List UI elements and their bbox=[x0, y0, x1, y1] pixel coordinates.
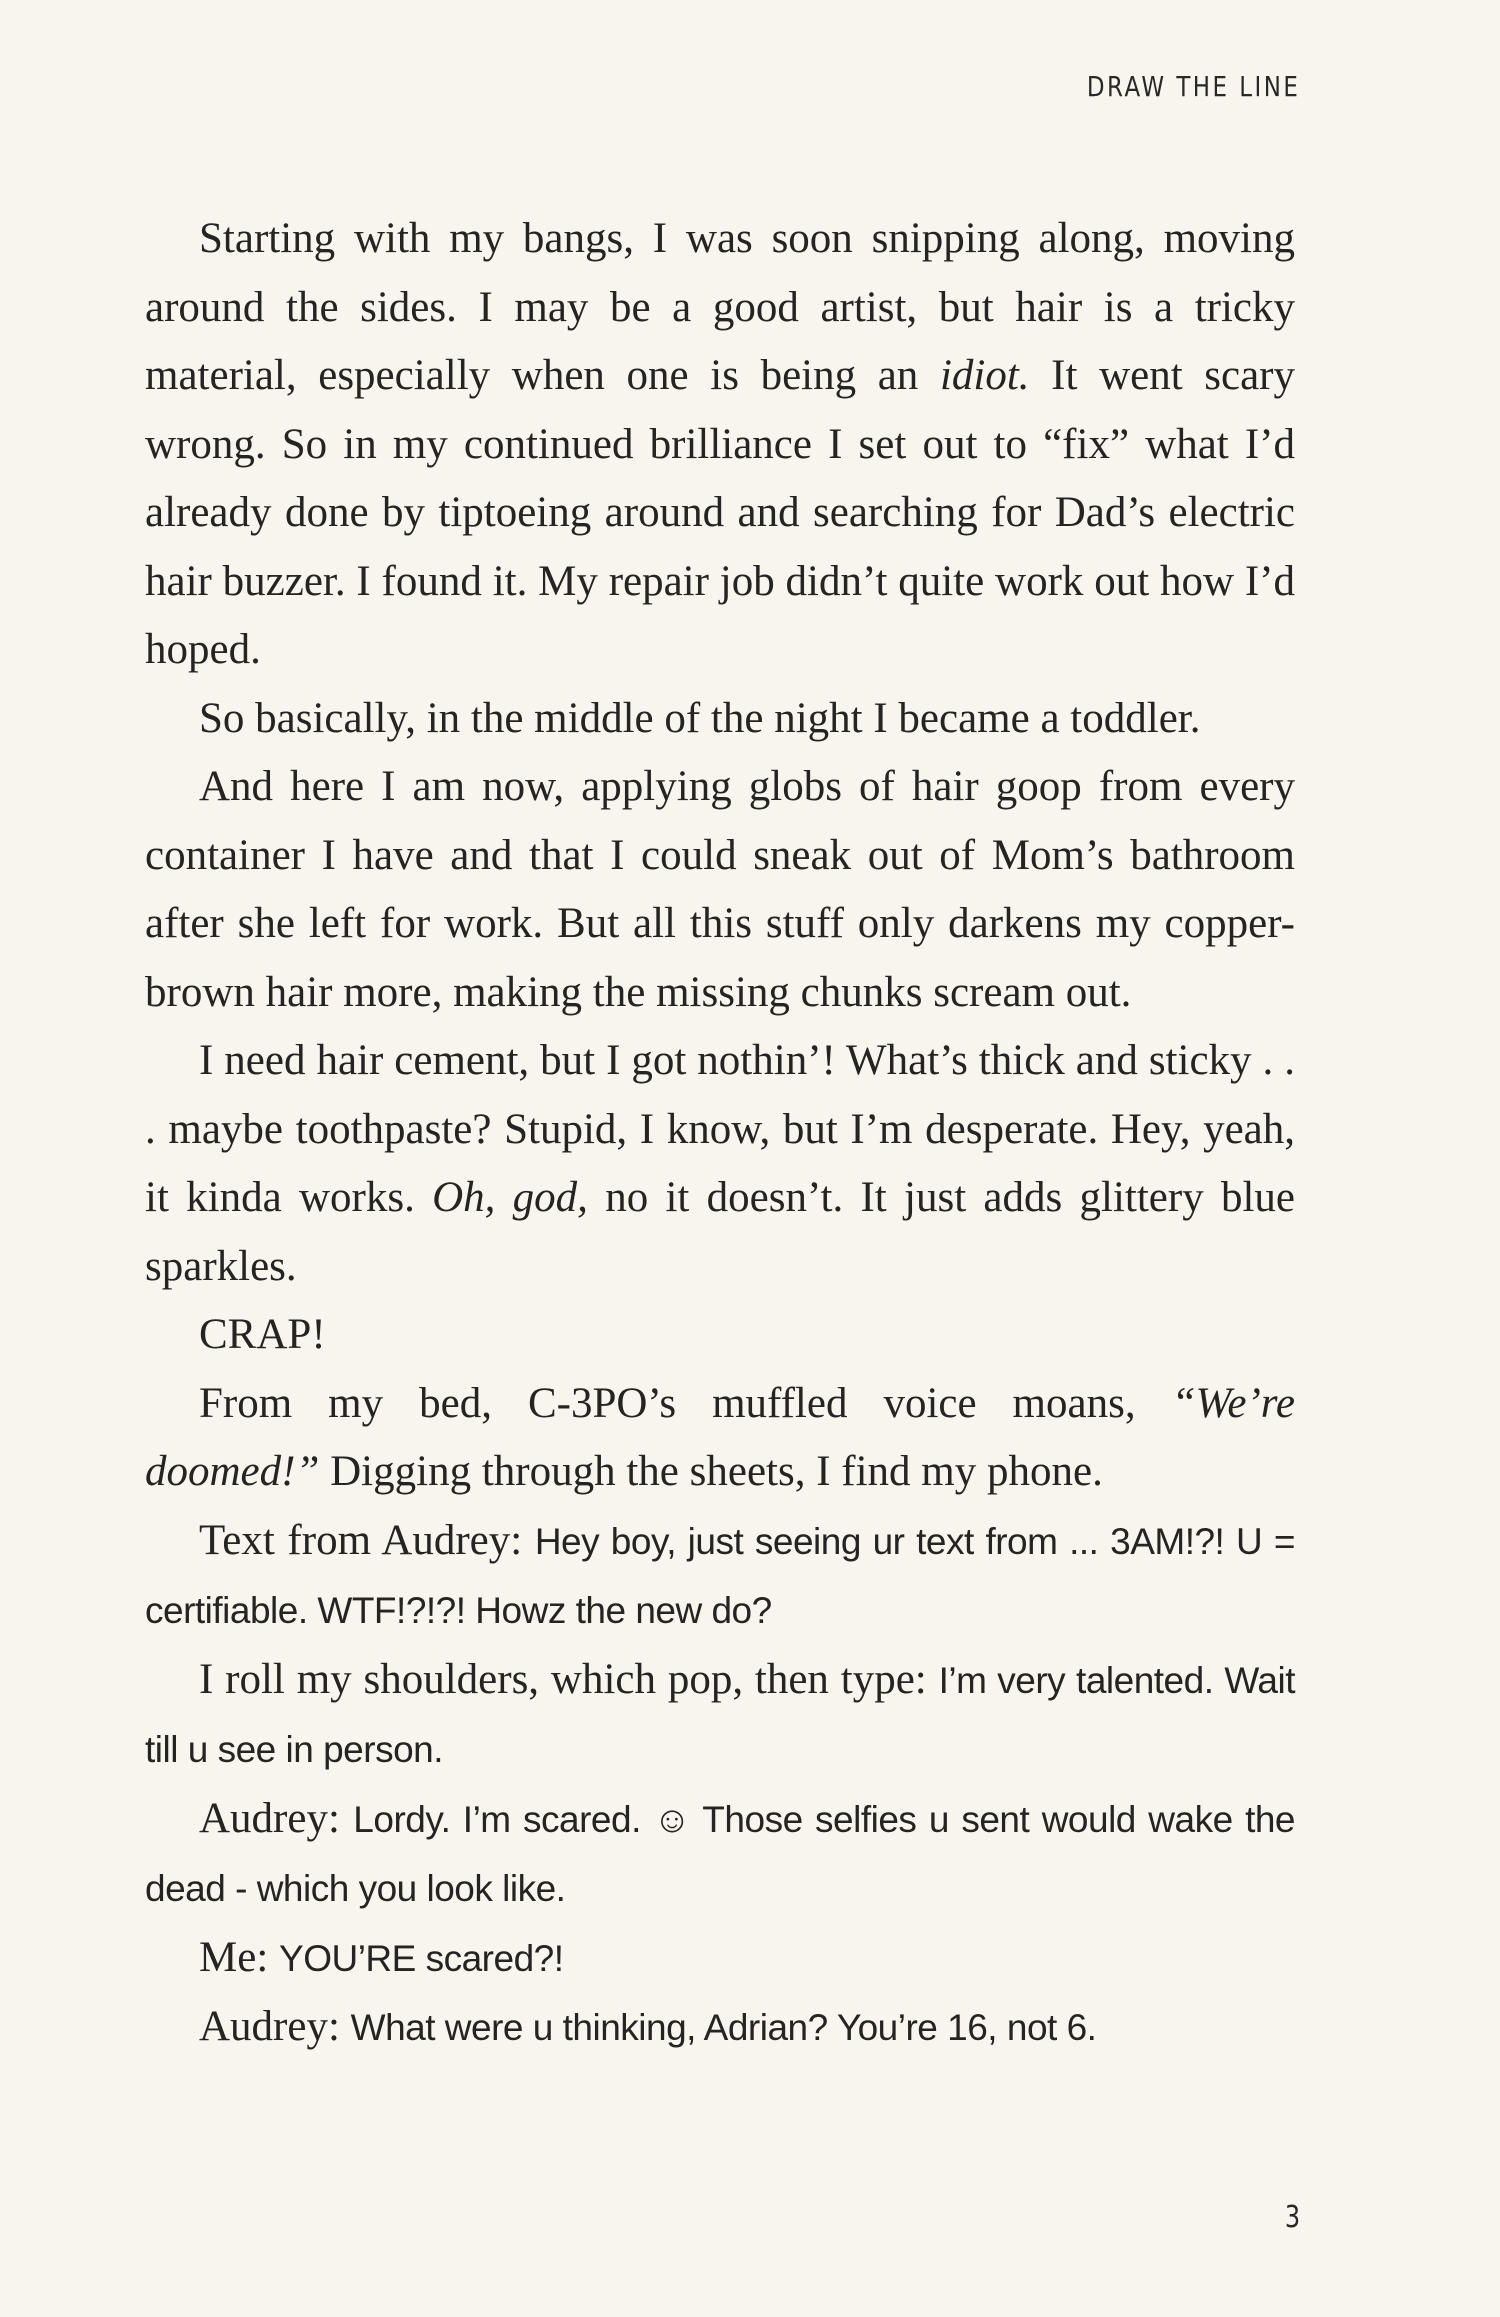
paragraph-1-emphasis: idiot. bbox=[939, 352, 1030, 399]
paragraph-7-label: Text from Audrey: bbox=[199, 1516, 535, 1564]
paragraph-8 bbox=[145, 1646, 1295, 1785]
page-number: 3 bbox=[1284, 2200, 1300, 2235]
paragraph-11-label: Audrey: bbox=[199, 2003, 351, 2050]
paragraph-3: And here I am now, applying globs of hair goop from every container I have and that I could sneak out of Mom’s bathroom after she left for work. But all this stuff only darkens my copper-brown hair more, making the missing chunks scream out. bbox=[145, 763, 1295, 1016]
text-message-me-2: YOU’RE scared?! bbox=[279, 1937, 564, 1979]
paragraph-1-rest: It went scary wrong. So in my continued brilliance I set out to “fix” what I’d already done by tiptoeing around and searching for Dad’s electric hair buzzer. I found it. My repair job didn’t quite work out how I’d hoped. bbox=[145, 352, 1296, 673]
paragraph-1 bbox=[145, 205, 1295, 685]
paragraph-9-label: Audrey: bbox=[199, 1794, 354, 1842]
paragraph-6-text-a: From my bed, C-3PO’s muffled voice moans, bbox=[199, 1379, 1172, 1427]
paragraph-6-text-b: Digging through the sheets, I find my phone. bbox=[319, 1448, 1103, 1495]
paragraph-4 bbox=[145, 1027, 1295, 1301]
paragraph-10-label: Me: bbox=[199, 1933, 280, 1981]
paragraph-8-label: I roll my shoulders, which pop, then type: bbox=[199, 1655, 939, 1703]
text-message-audrey-2: Lordy. I’m scared. ☺ Those selfies u sent would wake the dead - which you look like. bbox=[145, 1798, 1296, 1909]
paragraph-7 bbox=[145, 1507, 1295, 1646]
paragraph-10 bbox=[145, 1924, 1295, 1994]
paragraph-4-text-b: no it doesn’t. It just adds glittery blue sparkles. bbox=[145, 1174, 1295, 1290]
text-message-audrey-3: What were u thinking, Adrian? You’re 16, not 6. bbox=[350, 2007, 1097, 2048]
paragraph-2: So basically, in the middle of the night I became a toddler. bbox=[199, 694, 1201, 742]
body-text bbox=[145, 205, 1295, 2063]
paragraph-6 bbox=[145, 1370, 1295, 1507]
running-head: DRAW THE LINE bbox=[1086, 70, 1300, 103]
paragraph-1-text: Starting with my bangs, I was soon snipping along, moving around the sides. I may be a good artist, but hair is a tricky material, especially when one is being an bbox=[145, 215, 1295, 399]
paragraph-4-emphasis: Oh, god, bbox=[432, 1174, 588, 1221]
text-message-audrey-1: Hey boy, just seeing ur text from ... 3AM!?! U = certifiable. WTF!?!?! Howz the new do? bbox=[145, 1520, 1295, 1631]
paragraph-5: CRAP! bbox=[199, 1311, 326, 1358]
paragraph-9 bbox=[145, 1785, 1295, 1924]
text-message-me-1: I’m very talented. Wait till u see in person. bbox=[145, 1659, 1295, 1770]
paragraph-11 bbox=[145, 1993, 1295, 2063]
paragraph-6-emphasis: “We’re doomed!” bbox=[145, 1379, 1295, 1495]
paragraph-4-text-a: I need hair cement, but I got nothin’! What’s thick and sticky . . . maybe toothpaste? Stupid, I know, but I’m desperate. Hey, yeah, it kinda works. bbox=[145, 1037, 1295, 1221]
